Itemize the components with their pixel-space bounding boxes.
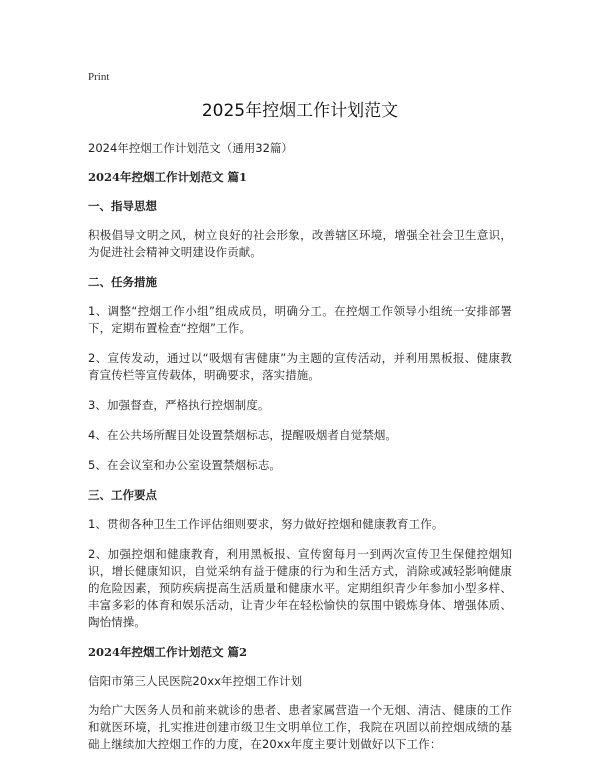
paragraph: 1、调整“控烟工作小组”组成成员，明确分工。在控烟工作领导小组统一安排部署下，定期布置检查“控烟”工作。 xyxy=(88,304,512,335)
article-2-heading: 2024年控烟工作计划范文 篇2 xyxy=(88,645,248,659)
document-title: 2025年控烟工作计划范文 xyxy=(201,101,399,121)
section-heading-task-measures: 二、任务措施 xyxy=(88,275,157,289)
paragraph: 1、贯彻各种卫生工作评估细则要求，努力做好控烟和健康教育工作。 xyxy=(88,517,444,531)
document-subtitle: 2024年控烟工作计划范文（通用32篇） xyxy=(88,141,293,155)
article-1-heading: 2024年控烟工作计划范文 篇1 xyxy=(88,170,248,184)
section-heading-work-points: 三、工作要点 xyxy=(88,488,157,502)
paragraph: 积极倡导文明之风，树立良好的社会形象，改善辖区环境，增强全社会卫生意识，为促进社会精神文明建设作贡献。 xyxy=(88,228,512,259)
section-heading-guiding-principle: 一、指导思想 xyxy=(88,199,157,213)
paragraph: 2、加强控烟和健康教育，利用黑板报、宣传窗每月一到两次宣传卫生保健控烟知识，增长健康知识，自觉采纳有益于健康的行为和生活方式，消除或减轻影响健康的危险因素，预防疾病提高生活质量和健康水平。定期组织青少年参加小型多样、丰富多彩的体育和娱乐活动，让青少年在轻松愉快的氛围中锻炼身体、增强体质、陶怡情操。 xyxy=(88,547,512,629)
paragraph: 为给广大医务人员和前来就诊的患者、患者家属营造一个无烟、清洁、健康的工作和就医环境，扎实推进创建市级卫生文明单位工作，我院在巩固以前控烟成绩的基础上继续加大控烟工作的力度，在20xx年度主要计划做好以下工作： xyxy=(88,703,512,751)
paragraph: 5、在会议室和办公室设置禁烟标志。 xyxy=(88,458,282,472)
paragraph: 信阳市第三人民医院20xx年控烟工作计划 xyxy=(88,674,303,688)
print-link[interactable]: Print xyxy=(88,71,110,83)
paragraph: 2、宣传发动，通过以“吸烟有害健康”为主题的宣传活动，并利用黑板报、健康教育宣传栏等宣传载体，明确要求，落实措施。 xyxy=(88,351,512,382)
paragraph: 3、加强督查，严格执行控烟制度。 xyxy=(88,398,270,412)
paragraph: 4、在公共场所醒目处设置禁烟标志，提醒吸烟者自觉禁烟。 xyxy=(88,428,398,442)
